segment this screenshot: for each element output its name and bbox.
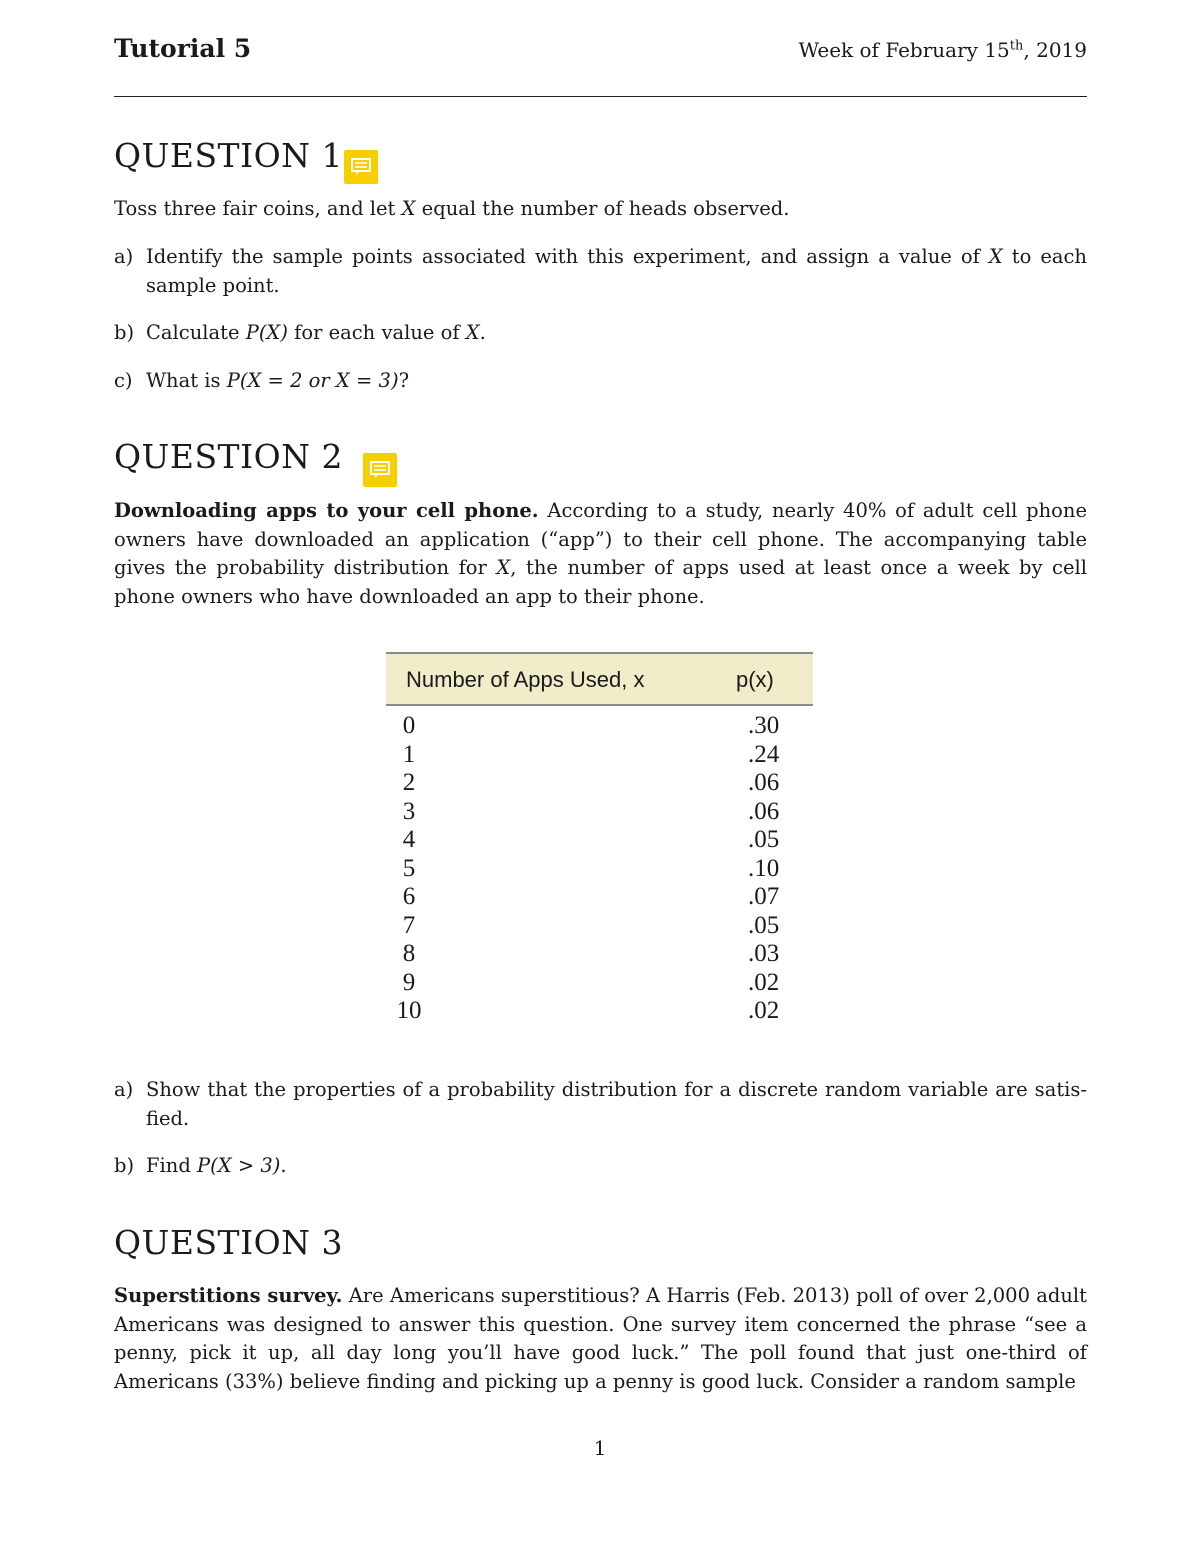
cell-probability: .06 <box>748 797 780 825</box>
cell-apps-used: 4 <box>402 826 416 853</box>
question-1-intro: Toss three fair coins, and let X equal the number of heads observed. <box>114 197 790 220</box>
column-header-apps: Number of Apps Used, x <box>406 667 645 692</box>
table-row <box>386 826 813 855</box>
cell-apps-used: 3 <box>402 797 416 825</box>
cell-probability: .02 <box>748 968 780 996</box>
apps-probability-table <box>386 652 813 1026</box>
table-row <box>386 969 813 998</box>
question-1-part-a: a) Identify the sample points associated with this experiment, and assign a value of X to each sample point. <box>114 245 1087 297</box>
table-row <box>386 769 813 798</box>
cell-apps-used: 7 <box>402 911 416 939</box>
cell-apps-used: 1 <box>402 740 416 768</box>
question-2-part-a: a) Show that the properties of a probability distribution for a discrete random variable are satis- fied. <box>114 1078 1087 1130</box>
cell-apps-used: 0 <box>402 712 416 739</box>
cell-probability: .06 <box>748 769 780 796</box>
cell-probability: .10 <box>748 854 780 882</box>
comment-note-icon[interactable] <box>363 453 397 487</box>
cell-apps-used: 6 <box>402 883 416 910</box>
page-number: 1 <box>593 1436 607 1460</box>
table-body <box>386 706 813 1026</box>
table-row <box>386 741 813 770</box>
cell-probability: .05 <box>748 911 780 939</box>
cell-apps-used: 8 <box>402 940 416 967</box>
question-1-title: QUESTION 1 <box>114 136 344 175</box>
question-1-part-b: b) Calculate P(X) for each value of X. <box>114 321 486 344</box>
table-row <box>386 997 813 1026</box>
table-row <box>386 712 813 741</box>
question-3-body: Superstitions survey. Are Americans superstitious? A Harris (Feb. 2013) poll of over 2,000 adult Americans was designed to answer this question. One survey item concerned the phrase “see a penny, pick it up, all day long you’ll have good luck.” The poll found that just one-third of Americans (33%) believe finding and picking up a penny is good luck. Consider a random sample <box>114 1284 1087 1393</box>
table-row <box>386 912 813 941</box>
cell-probability: .24 <box>748 740 780 768</box>
cell-probability: .03 <box>748 940 780 967</box>
question-1-part-c: c) What is P(X = 2 or X = 3)? <box>114 369 410 392</box>
table-row <box>386 798 813 827</box>
comment-note-icon[interactable] <box>344 150 378 184</box>
doc-title: Tutorial 5 <box>114 34 252 63</box>
table-header <box>386 652 813 706</box>
cell-apps-used: 10 <box>396 997 422 1024</box>
cell-apps-used: 5 <box>402 854 416 882</box>
cell-probability: .30 <box>748 712 780 739</box>
question-2-part-b: b) Find P(X > 3). <box>114 1154 287 1177</box>
header-rule <box>114 96 1087 97</box>
table-row <box>386 883 813 912</box>
cell-apps-used: 2 <box>402 769 416 796</box>
cell-probability: .07 <box>748 883 780 910</box>
question-3-title: QUESTION 3 <box>114 1223 344 1262</box>
cell-probability: .05 <box>748 826 780 853</box>
table-row <box>386 940 813 969</box>
doc-date: Week of February 15th, 2019 <box>798 38 1087 62</box>
question-2-body: Downloading apps to your cell phone. According to a study, nearly 40% of adult cell phone owners have downloaded an application (“app”) to their cell phone. The accompanying table gives the probability distribution for X, the number of apps used at least once a week by cell phone owners who have downloaded an app to their phone. <box>114 499 1087 608</box>
question-2-title: QUESTION 2 <box>114 437 344 476</box>
cell-apps-used: 9 <box>402 968 416 996</box>
table-row <box>386 855 813 884</box>
column-header-px: p(x) <box>736 667 774 692</box>
cell-probability: .02 <box>748 997 780 1024</box>
